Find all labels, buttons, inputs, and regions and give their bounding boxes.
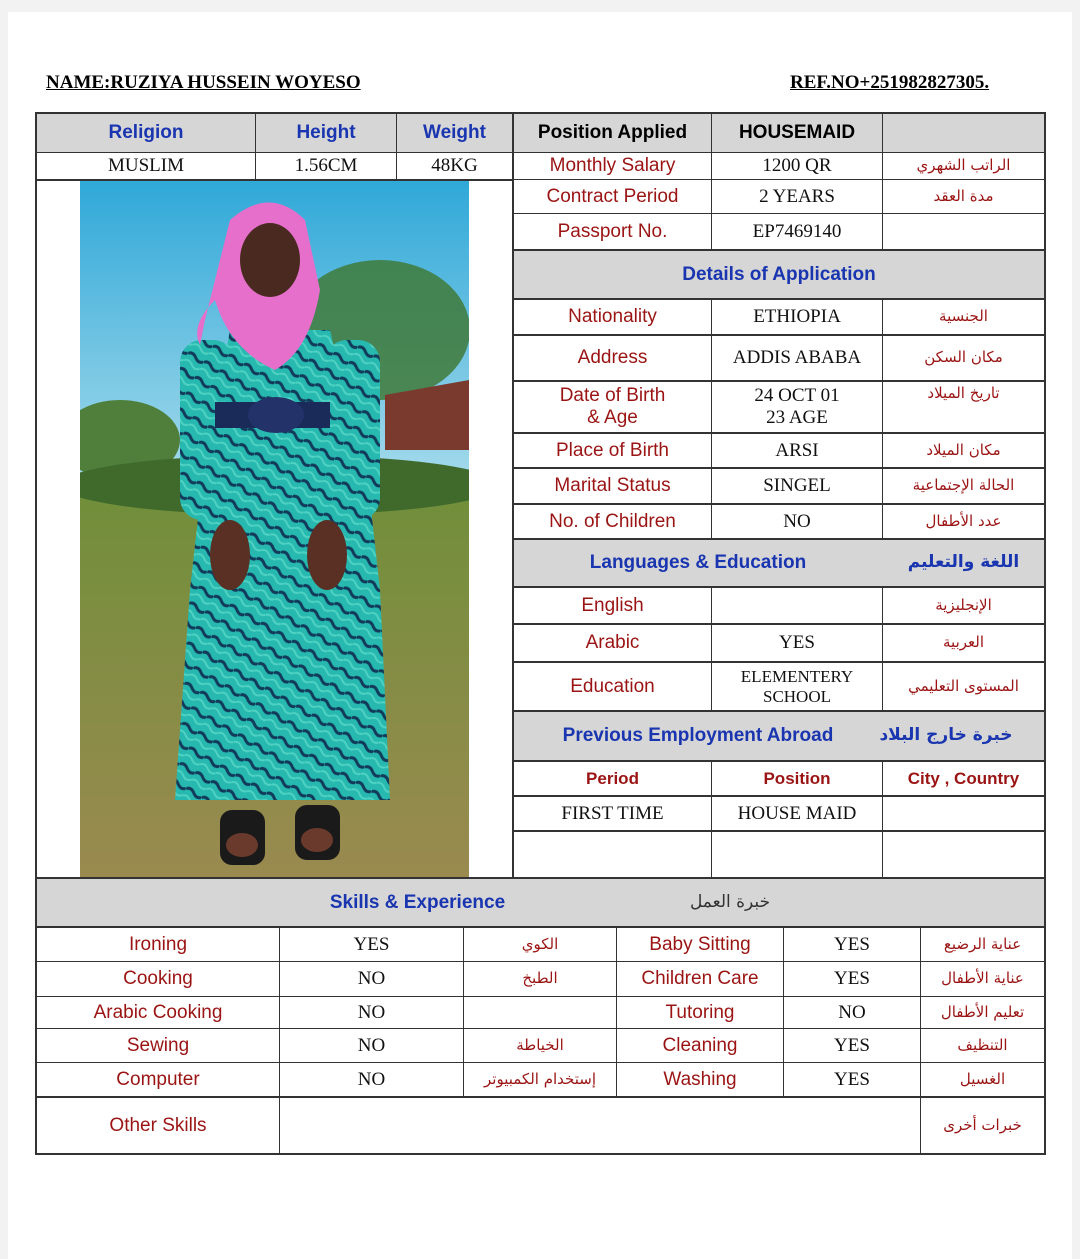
nationality-arabic: الجنسية — [939, 307, 988, 326]
skill-cleaning-arabic: التنظيف — [957, 1035, 1008, 1054]
contract-period-arabic: مدة العقد — [933, 186, 994, 205]
city-country-header: City , Country — [907, 768, 1020, 788]
skill-sewing-label: Sewing — [126, 1034, 190, 1056]
monthly-salary-arabic: الراتب الشهري — [916, 156, 1011, 175]
height-label: Height — [296, 122, 356, 144]
passport-arabic — [883, 214, 1044, 249]
skill-ironing-arabic: الكوي — [521, 934, 559, 953]
skill-cleaning-value: YES — [834, 1034, 870, 1056]
arabic-label: Arabic — [585, 632, 640, 654]
other-skills-value — [280, 1098, 920, 1153]
employment-period-value: FIRST TIME — [561, 802, 664, 824]
candidate-photo — [80, 180, 469, 877]
dob-label-line1: Date of Birth — [559, 385, 666, 407]
skill-computer-label: Computer — [116, 1068, 200, 1090]
skill-sewing-arabic: الخياطة — [516, 1035, 564, 1054]
employment-position-value: HOUSE MAID — [737, 802, 857, 824]
arabic-arabic: العربية — [943, 633, 984, 652]
children-arabic: عدد الأطفال — [925, 511, 1002, 530]
marital-status-arabic: الحالة الإجتماعية — [912, 476, 1015, 495]
dob-value-age: 23 AGE — [766, 407, 828, 428]
skill-arabic-cooking-label: Arabic Cooking — [93, 1001, 223, 1023]
skill-children-care-label: Children Care — [641, 968, 759, 990]
skill-arabic-cooking-value: NO — [357, 1001, 386, 1023]
education-label: Education — [570, 675, 655, 697]
address-label: Address — [577, 347, 648, 369]
skill-arabic-cooking-arabic — [464, 997, 616, 1028]
employment-title-arabic: خبرة خارج البلاد — [879, 725, 1013, 746]
place-of-birth-label: Place of Birth — [556, 439, 669, 461]
skill-sewing-value: NO — [357, 1034, 386, 1056]
details-title: Details of Application — [682, 263, 876, 285]
skill-baby-sitting-label: Baby Sitting — [649, 933, 751, 955]
address-value: ADDIS ABABA — [732, 347, 862, 369]
dob-value — [712, 382, 882, 432]
skill-cleaning-label: Cleaning — [662, 1034, 738, 1056]
monthly-salary-value: 1200 QR — [762, 155, 832, 177]
weight-label: Weight — [423, 122, 486, 144]
nationality-value: ETHIOPIA — [753, 306, 841, 328]
english-label: English — [581, 594, 644, 616]
passport-label: Passport No. — [557, 220, 668, 242]
employment-city-value — [883, 797, 1044, 830]
other-skills-arabic: خبرات أخرى — [943, 1115, 1022, 1134]
height-value: 1.56CM — [294, 155, 358, 177]
children-label: No. of Children — [549, 510, 676, 532]
skill-computer-arabic: إستخدام الكمبيوتر — [484, 1069, 596, 1088]
passport-value: EP7469140 — [752, 220, 842, 242]
address-arabic: مكان السكن — [924, 348, 1003, 367]
skill-tutoring-value: NO — [838, 1001, 866, 1023]
dob-value-date: 24 OCT 01 — [754, 385, 840, 407]
place-of-birth-arabic: مكان الميلاد — [926, 440, 1001, 459]
place-of-birth-value: ARSI — [775, 439, 819, 461]
religion-value: MUSLIM — [107, 155, 184, 177]
religion-label: Religion — [108, 122, 184, 144]
nationality-label: Nationality — [568, 306, 657, 328]
contract-period-value: 2 YEARS — [759, 185, 835, 207]
skill-computer-value: NO — [357, 1068, 386, 1090]
dob-arabic: تاريخ الميلاد — [927, 384, 1000, 403]
skill-washing-value: YES — [834, 1068, 870, 1090]
skill-ironing-label: Ironing — [128, 933, 188, 955]
contract-period-label: Contract Period — [546, 185, 679, 207]
education-value-line1: ELEMENTERY — [740, 666, 854, 686]
education-value-line2: SCHOOL — [762, 686, 831, 706]
education-arabic: المستوى التعليمي — [908, 676, 1019, 695]
skill-tutoring-label: Tutoring — [665, 1001, 735, 1023]
skill-tutoring-arabic: تعليم الأطفال — [940, 1002, 1025, 1021]
english-value — [712, 588, 882, 623]
dob-label-line2: & Age — [587, 407, 638, 428]
monthly-salary-label: Monthly Salary — [549, 155, 676, 177]
skill-baby-sitting-arabic: عناية الرضيع — [943, 934, 1022, 953]
skill-washing-label: Washing — [663, 1068, 737, 1090]
skill-children-care-value: YES — [834, 968, 870, 990]
dob-label — [514, 382, 711, 432]
marital-status-label: Marital Status — [554, 475, 671, 497]
skill-ironing-value: YES — [353, 933, 390, 955]
candidate-name: NAME:RUZIYA HUSSEIN WOYESO — [46, 72, 361, 93]
other-skills-label: Other Skills — [109, 1114, 207, 1136]
reference-number: REF.NO+251982827305. — [790, 72, 990, 93]
skill-washing-arabic: الغسيل — [959, 1069, 1006, 1088]
skills-title: Skills & Experience — [329, 891, 506, 913]
position-applied-label: Position Applied — [537, 122, 688, 144]
education-value — [712, 663, 882, 710]
languages-title: Languages & Education — [589, 552, 807, 574]
skill-children-care-arabic: عناية الأطفال — [941, 969, 1024, 988]
weight-value: 48KG — [431, 155, 478, 177]
skill-cooking-label: Cooking — [123, 968, 193, 990]
position-applied-value: HOUSEMAID — [738, 122, 856, 144]
arabic-value: YES — [779, 632, 815, 654]
skill-baby-sitting-value: YES — [834, 933, 870, 955]
position-header: Position — [763, 768, 831, 788]
skill-cooking-value: NO — [357, 968, 386, 990]
english-arabic: الإنجليزية — [935, 595, 992, 614]
children-value: NO — [783, 510, 811, 532]
employment-title: Previous Employment Abroad — [562, 725, 834, 747]
period-header: Period — [586, 768, 639, 788]
skills-title-arabic: خبرة العمل — [689, 891, 771, 912]
languages-title-arabic: اللغة والتعليم — [907, 552, 1020, 573]
marital-status-value: SINGEL — [763, 475, 831, 497]
skill-cooking-arabic: الطبخ — [522, 969, 558, 988]
